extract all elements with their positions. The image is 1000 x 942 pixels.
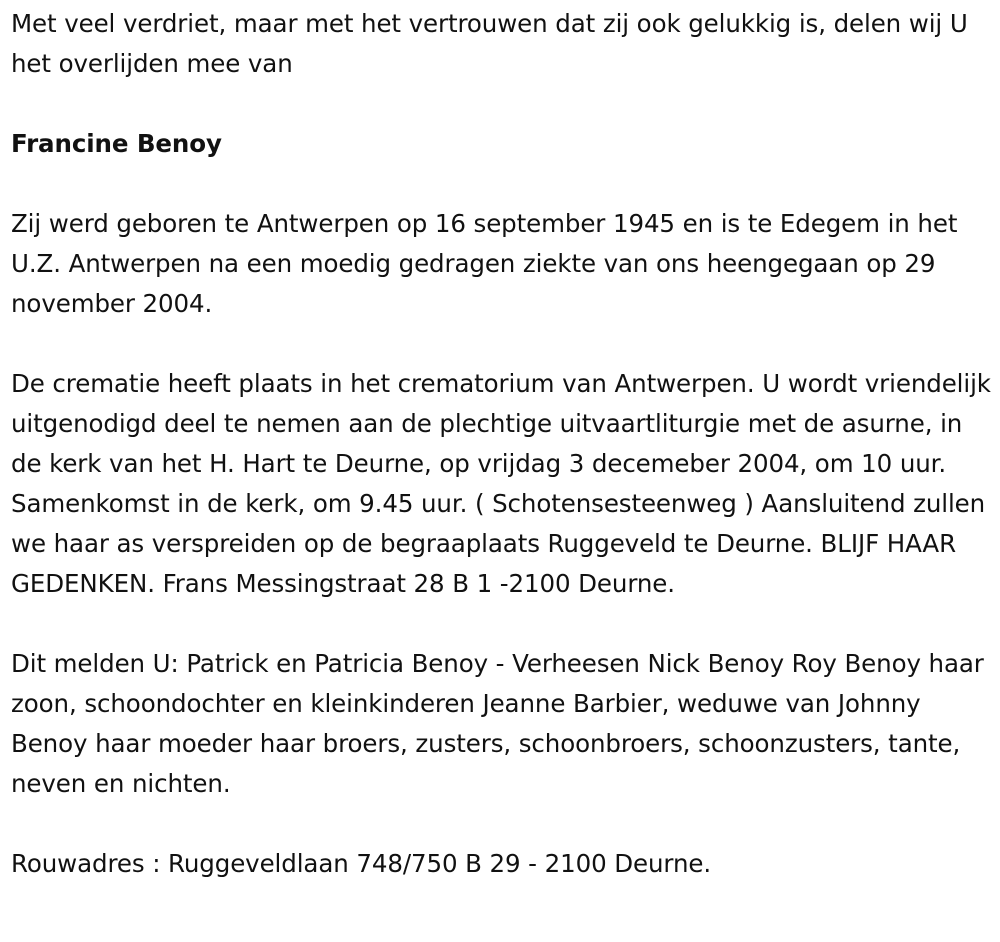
mourning-address: Rouwadres : Ruggeveldlaan 748/750 B 29 - 2100 Deurne. <box>11 849 712 878</box>
intro-paragraph: Met veel verdriet, maar met het vertrouwen dat zij ook gelukkig is, delen wij U het overlijden mee van <box>11 9 968 78</box>
deceased-name: Francine Benoy <box>11 129 222 158</box>
announced-by-paragraph: Dit melden U: Patrick en Patricia Benoy - Verheesen Nick Benoy Roy Benoy haar zoon, schoondochter en kleinkinderen Jeanne Barbier, weduwe van Johnny Benoy haar moeder haar broers, zusters, schoonbroers, schoonzusters, tante, neven en nichten. <box>11 649 984 798</box>
ceremony-paragraph: De crematie heeft plaats in het crematorium van Antwerpen. U wordt vriendelijk uitgenodigd deel te nemen aan de plechtige uitvaartliturgie met de asurne, in de kerk van het H. Hart te Deurne, op vrijdag 3 decemeber 2004, om 10 uur. Samenkomst in de kerk, om 9.45 uur. ( Schotensesteenweg ) Aansluitend zullen we haar as verspreiden op de begraaplaats Ruggeveld te Deurne. BLIJF HAAR GEDENKEN. Frans Messingstraat 28 B 1 -2100 Deurne. <box>11 369 991 598</box>
birth-death-paragraph: Zij werd geboren te Antwerpen op 16 september 1945 en is te Edegem in het U.Z. Antwerpen na een moedig gedragen ziekte van ons heengegaan op 29 november 2004. <box>11 209 958 318</box>
